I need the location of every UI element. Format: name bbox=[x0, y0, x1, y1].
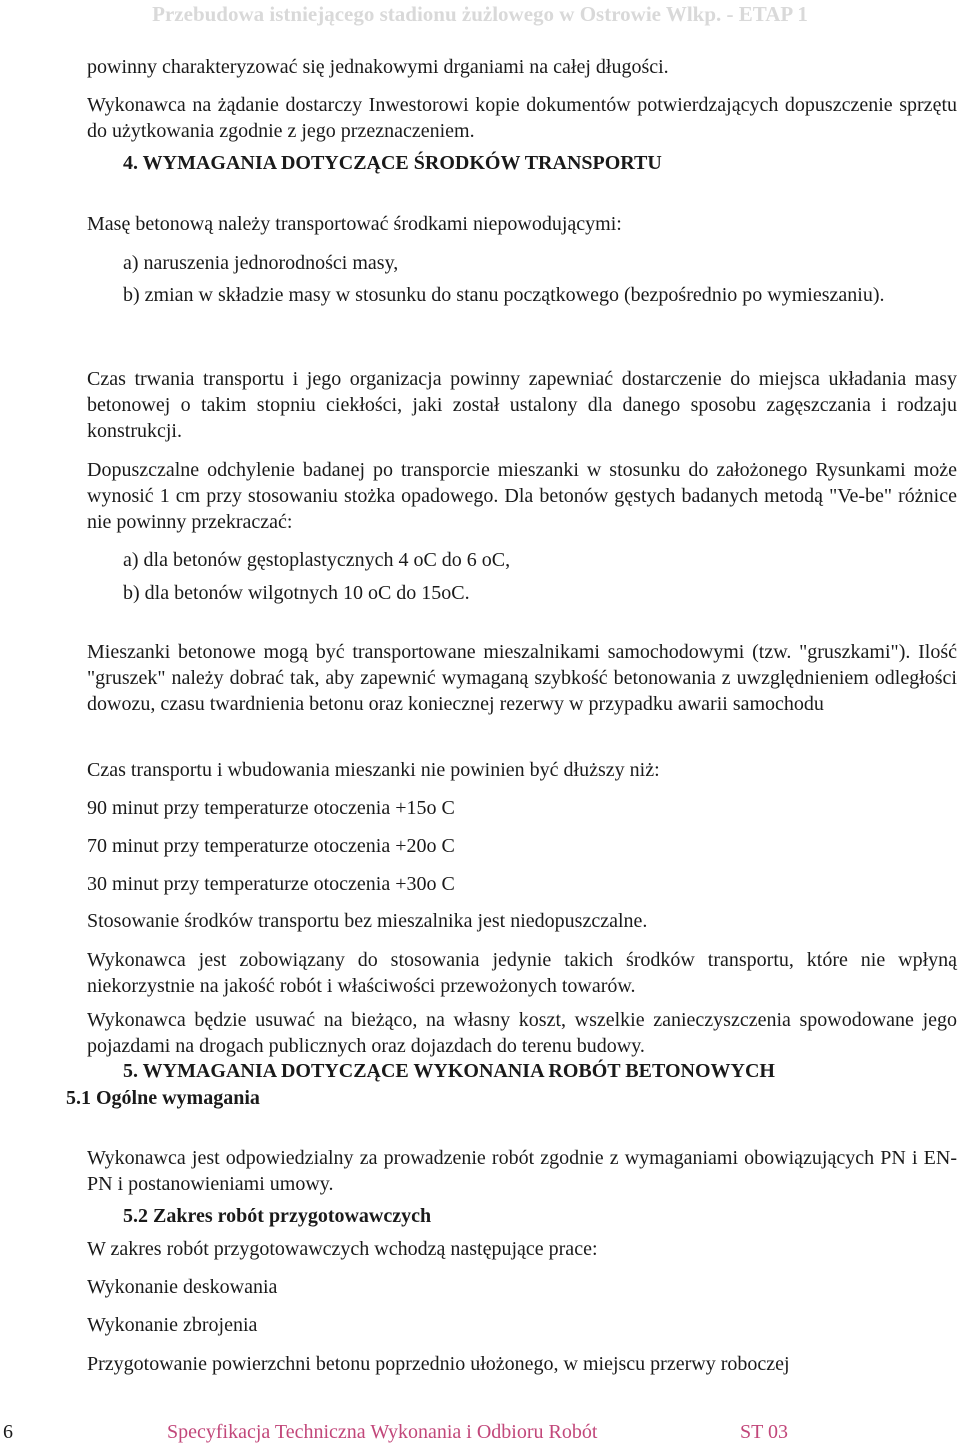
subsection-heading-5-2: 5.2 Zakres robót przygotowawczych bbox=[123, 1205, 432, 1227]
page-number: 6 bbox=[3, 1421, 13, 1443]
list-item: 30 minut przy temperaturze otoczenia +30o C bbox=[87, 873, 455, 895]
running-header: Przebudowa istniejącego stadionu żużlowego w Ostrowie Wlkp. - ETAP 1 bbox=[152, 2, 808, 26]
footer-document-code: ST 03 bbox=[740, 1421, 788, 1443]
section-heading-4: 4. WYMAGANIA DOTYCZĄCE ŚRODKÓW TRANSPORTU bbox=[123, 152, 662, 174]
list-item: a) naruszenia jednorodności masy, bbox=[123, 252, 399, 274]
list-item: 90 minut przy temperaturze otoczenia +15o C bbox=[87, 797, 455, 819]
paragraph: powinny charakteryzować się jednakowymi drganiami na całej długości. bbox=[87, 56, 669, 78]
list-item: b) zmian w składzie masy w stosunku do stanu początkowego (bezpośrednio po wymieszaniu). bbox=[123, 284, 885, 306]
paragraph: Mieszanki betonowe mogą być transportowane mieszalnikami samochodowymi (tzw. "gruszkami"). Ilość "gruszek" należy dobrać tak, aby zapewnić wymaganą szybkość betonowania z uwzględnieniem odległości dowozu, czasu twardnienia betonu oraz koniecznej rezerwy w przypadku awarii samochodu bbox=[87, 641, 957, 715]
paragraph: Wykonawca jest odpowiedzialny za prowadzenie robót zgodnie z wymaganiami obowiązujących PN i EN-PN i postanowieniami umowy. bbox=[87, 1147, 957, 1195]
paragraph: Wykonawca jest zobowiązany do stosowania jedynie takich środków transportu, które nie wpłyną niekorzystnie na jakość robót i właściwości przewożonych towarów. bbox=[87, 949, 957, 997]
subsection-heading-5-1: 5.1 Ogólne wymagania bbox=[66, 1087, 260, 1109]
paragraph: Dopuszczalne odchylenie badanej po transporcie mieszanki w stosunku do założonego Rysunkami może wynosić 1 cm przy stosowaniu stożka opadowego. Dla betonów gęstych badanych metodą "Ve-be" różnice nie powinny przekraczać: bbox=[87, 459, 957, 533]
list-item: b) dla betonów wilgotnych 10 oC do 15oC. bbox=[123, 582, 470, 604]
section-heading-5: 5. WYMAGANIA DOTYCZĄCE WYKONANIA ROBÓT BETONOWYCH bbox=[123, 1060, 775, 1082]
list-item: 70 minut przy temperaturze otoczenia +20o C bbox=[87, 835, 455, 857]
list-item: Wykonanie deskowania bbox=[87, 1276, 278, 1298]
paragraph: Czas transportu i wbudowania mieszanki nie powinien być dłuższy niż: bbox=[87, 759, 660, 781]
paragraph: Masę betonową należy transportować środkami niepowodującymi: bbox=[87, 213, 622, 235]
paragraph: W zakres robót przygotowawczych wchodzą następujące prace: bbox=[87, 1238, 598, 1260]
paragraph: Stosowanie środków transportu bez mieszalnika jest niedopuszczalne. bbox=[87, 910, 648, 932]
paragraph: Wykonawca na żądanie dostarczy Inwestorowi kopie dokumentów potwierdzających dopuszczenie sprzętu do użytkowania zgodnie z jego przeznaczeniem. bbox=[87, 94, 957, 142]
list-item: a) dla betonów gęstoplastycznych 4 oC do 6 oC, bbox=[123, 549, 511, 571]
paragraph: Wykonawca będzie usuwać na bieżąco, na własny koszt, wszelkie zanieczyszczenia spowodowane jego pojazdami na drogach publicznych oraz dojazdach do terenu budowy. bbox=[87, 1009, 957, 1057]
list-item: Wykonanie zbrojenia bbox=[87, 1314, 258, 1336]
paragraph: Czas trwania transportu i jego organizacja powinny zapewniać dostarczenie do miejsca układania masy betonowej o takim stopniu ciekłości, jaki został ustalony dla danego sposobu zagęszczania i rodzaju konstrukcji. bbox=[87, 368, 957, 442]
footer-document-title: Specyfikacja Techniczna Wykonania i Odbioru Robót bbox=[167, 1421, 598, 1443]
paragraph: Przygotowanie powierzchni betonu poprzednio ułożonego, w miejscu przerwy roboczej bbox=[87, 1353, 790, 1375]
